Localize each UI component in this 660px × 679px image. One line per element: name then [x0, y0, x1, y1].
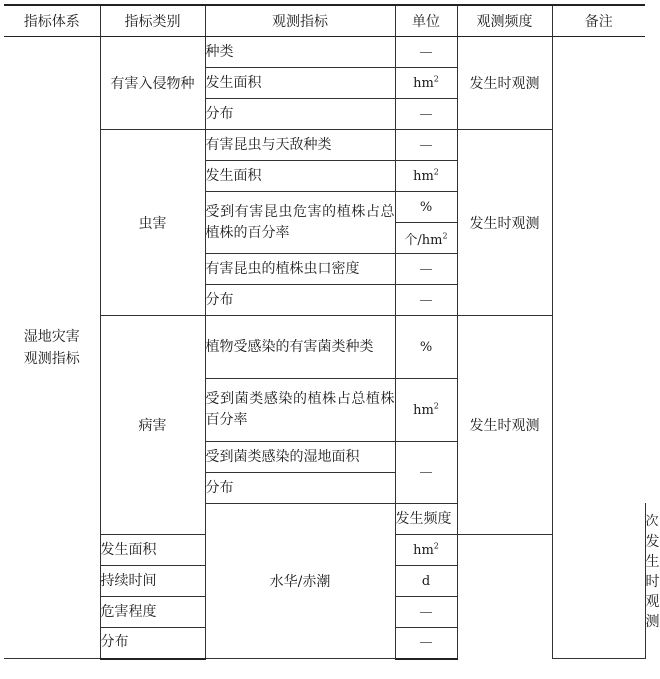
unit-base: hm: [413, 168, 434, 184]
unit-base: hm: [413, 75, 434, 91]
header-row: [4, 5, 645, 37]
frequency-cell: 发生时观测: [457, 316, 552, 535]
frequency-cell: 发生时观测: [457, 130, 552, 316]
unit-cell: [395, 68, 457, 99]
unit-superscript: 2: [433, 401, 439, 411]
indicator-cell: 分布: [100, 628, 205, 659]
indicator-cell: [205, 316, 395, 379]
indicator-cell: [205, 379, 395, 442]
category-cell: 有害入侵物种: [100, 37, 205, 130]
unit-cell: —: [395, 37, 457, 68]
unit-cell: —: [395, 285, 457, 316]
system-label-line2: 观测指标: [23, 350, 80, 367]
category-cell: 虫害: [100, 130, 205, 316]
unit-superscript: 2: [433, 74, 439, 84]
unit-cell: —: [395, 442, 457, 504]
unit-base: 个/hm: [404, 232, 443, 248]
unit-cell: —: [395, 597, 457, 628]
unit-cell: [395, 379, 457, 442]
unit-cell: %: [395, 192, 457, 223]
unit-cell: %: [395, 316, 457, 379]
indicator-cell: 危害程度: [100, 597, 205, 628]
indicator-cell: 分布: [205, 99, 395, 130]
system-label-line1: 湿地灾害: [23, 328, 80, 345]
unit-superscript: 2: [433, 167, 439, 177]
table-row: 水华/赤潮 发生频度 次 发生时观测: [4, 504, 645, 535]
table-row: [4, 316, 645, 379]
indicator-text: 受到有害昆虫危害的植株占总植株的百分率: [205, 203, 395, 241]
unit-cell: [395, 223, 457, 254]
unit-base: hm: [413, 402, 434, 418]
frequency-cell: 发生时观测: [457, 37, 552, 130]
wetland-disaster-indicator-table: [4, 4, 660, 660]
unit-cell: —: [395, 130, 457, 161]
unit-superscript: 2: [433, 541, 439, 551]
indicator-cell: 分布: [205, 473, 395, 504]
header-indicator-category: 指标类别: [100, 5, 205, 37]
indicator-system-cell: [4, 37, 100, 659]
indicator-text: 受到菌类感染的植株占总植株百分率: [205, 391, 395, 428]
unit-cell: —: [395, 254, 457, 285]
category-cell: 水华/赤潮: [205, 504, 395, 659]
unit-cell: d: [395, 566, 457, 597]
indicator-cell: [205, 192, 395, 254]
table-row: [4, 37, 645, 68]
indicator-cell: 发生面积: [205, 161, 395, 192]
indicator-cell: 分布: [205, 285, 395, 316]
indicator-cell: 有害昆虫的植株虫口密度: [205, 254, 395, 285]
category-cell: 病害: [100, 316, 205, 535]
unit-cell: [395, 161, 457, 192]
indicator-text: 植物受感染的有害菌类种类: [205, 338, 374, 355]
header-note: 备注: [552, 5, 645, 37]
indicator-cell: 有害昆虫与天敌种类: [205, 130, 395, 161]
unit-cell: [395, 535, 457, 566]
unit-cell: —: [395, 628, 457, 659]
indicator-cell: 发生面积: [100, 535, 205, 566]
header-unit: 单位: [395, 5, 457, 37]
indicator-cell: 发生频度: [395, 504, 457, 535]
indicator-cell: 受到菌类感染的湿地面积: [205, 442, 395, 473]
indicator-cell: 种类: [205, 37, 395, 68]
indicator-cell: 持续时间: [100, 566, 205, 597]
header-observation-frequency: 观测频度: [457, 5, 552, 37]
note-cell: [552, 37, 645, 659]
header-observation-indicator: 观测指标: [205, 5, 395, 37]
table-row: [4, 130, 645, 161]
unit-base: hm: [413, 542, 434, 558]
header-indicator-system: 指标体系: [4, 5, 100, 37]
unit-cell: —: [395, 99, 457, 130]
unit-superscript: 2: [442, 231, 448, 241]
indicator-cell: 发生面积: [205, 68, 395, 99]
